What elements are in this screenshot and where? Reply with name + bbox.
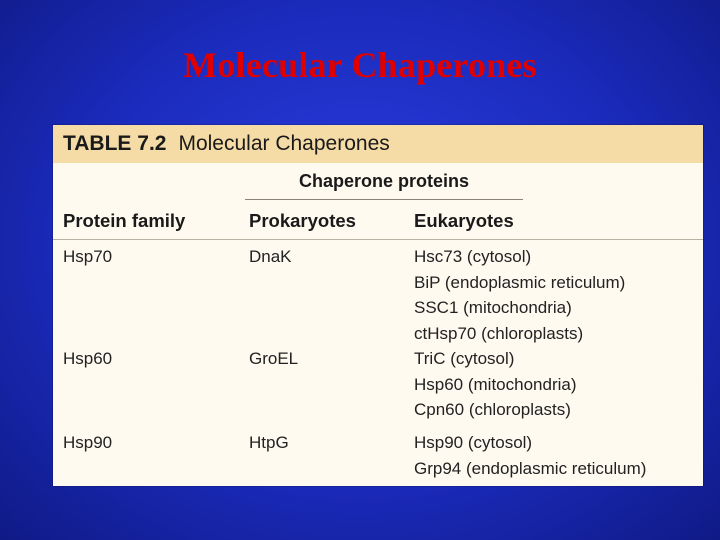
column-header-eukaryotes: Eukaryotes	[414, 210, 514, 231]
table-row	[53, 430, 703, 486]
prokaryote-cell: GroEL	[249, 349, 299, 368]
eukaryote-entry: Hsc73 (cytosol)	[414, 247, 532, 266]
table-row	[53, 346, 703, 430]
group-header-rule	[245, 199, 523, 200]
eukaryote-cell	[414, 244, 703, 346]
prokaryote-cell: DnaK	[249, 247, 292, 266]
eukaryote-entry: ctHsp70 (chloroplasts)	[414, 323, 584, 343]
protein-family-cell: Hsp70	[63, 247, 113, 266]
eukaryote-entry: SSC1 (mitochondria)	[414, 298, 572, 317]
table-body	[53, 240, 703, 486]
table-caption-title: Molecular Chaperones	[178, 132, 390, 155]
protein-family-cell: Hsp90	[63, 433, 113, 452]
eukaryote-entry: Cpn60 (chloroplasts)	[414, 400, 571, 419]
eukaryote-cell	[414, 346, 703, 423]
column-header-prokaryotes: Prokaryotes	[249, 210, 356, 231]
eukaryote-entry: Hsp90 (cytosol)	[414, 433, 533, 452]
table-header	[53, 163, 703, 240]
table-caption-number: TABLE 7.2	[63, 132, 167, 155]
eukaryote-cell	[414, 430, 703, 481]
group-header-chaperone-proteins: Chaperone proteins	[298, 171, 470, 191]
column-header-protein-family: Protein family	[63, 210, 186, 231]
table-row	[53, 244, 703, 346]
prokaryote-cell: HtpG	[249, 433, 289, 452]
chaperone-table	[53, 125, 703, 486]
eukaryote-entry: Hsp60 (mitochondria)	[414, 374, 577, 394]
eukaryote-entry: TriC (cytosol)	[414, 349, 515, 368]
protein-family-cell: Hsp60	[63, 349, 113, 368]
table-caption	[53, 125, 703, 163]
eukaryote-entry: Grp94 (endoplasmic reticulum)	[414, 458, 647, 478]
slide-title: Molecular Chaperones	[183, 45, 537, 85]
eukaryote-entry: BiP (endoplasmic reticulum)	[414, 272, 626, 292]
